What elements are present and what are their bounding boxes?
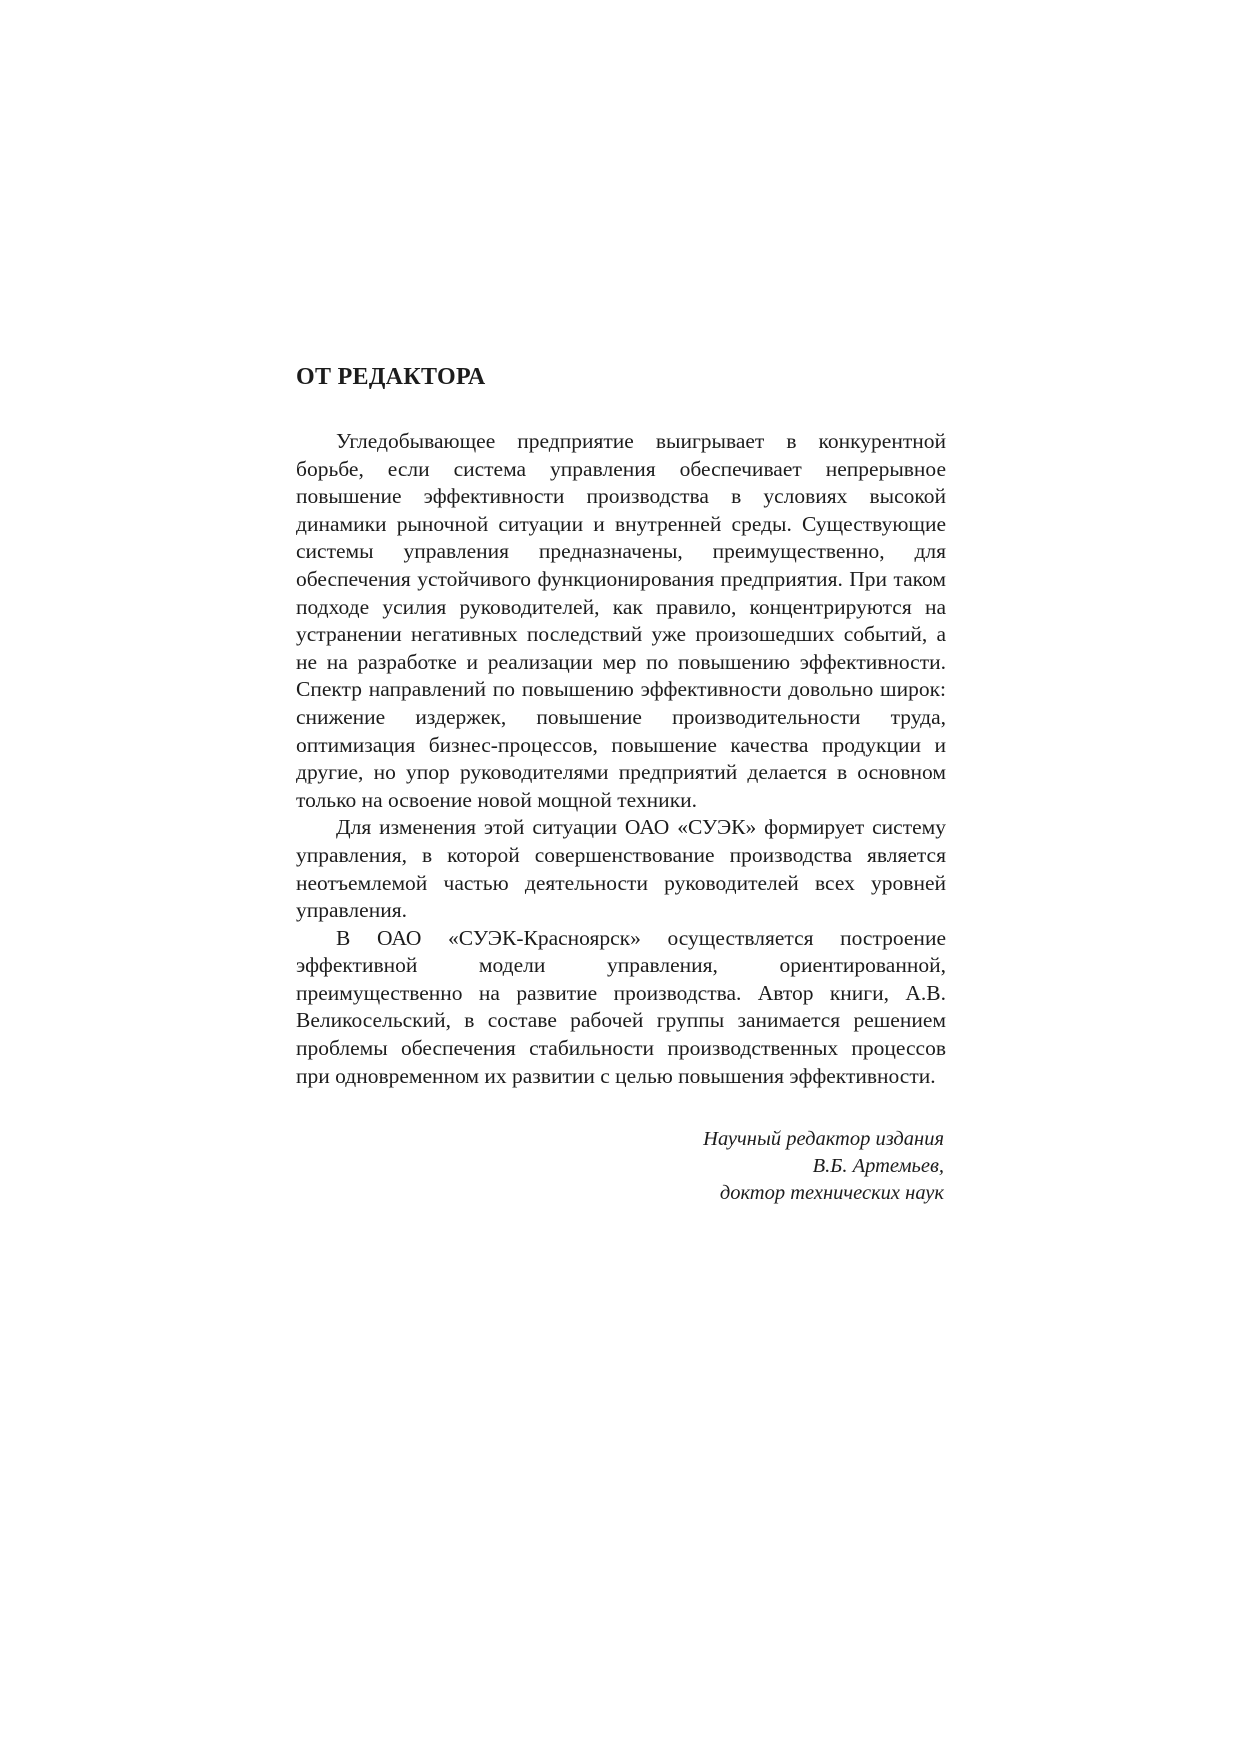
signature-role: Научный редактор издания [703,1128,944,1151]
paragraph-2: Для изменения этой ситуации ОАО «СУЭК» формирует систему управления, в которой совершенствование производства является неотъемлемой частью деятельности руководителей всех уровней управления. [296,815,946,923]
editor-foreword [296,360,946,1207]
editor-signature [296,1126,946,1207]
signature-name: В.Б. Артемьев, [812,1155,944,1178]
page-title: ОТ РЕДАКТОРА [296,364,486,390]
paragraph-3: В ОАО «СУЭК-Красноярск» осуществляется построение эффективной модели управления, ориентированной, преимущественно на развитие производства. Автор книги, А.В. Великосельский, в составе рабочей группы занимается решением проблемы обеспечения стабильности производственных процессов при одновременном их развитии с целью повышения эффективности. [296,925,946,1088]
signature-degree: доктор технических наук [719,1182,944,1205]
paragraph-1: Угледобывающее предприятие выигрывает в конкурентной борьбе, если система управления обеспечивает непрерывное повышение эффективности производства в условиях высокой динамики рыночной ситуации и внутренней среды. Существующие системы управления предназначены, преимущественно, для обеспечения устойчивого функционирования предприятия. При таком подходе усилия руководителей, как правило, концентрируются на устранении негативных последствий уже произошедших событий, а не на разработке и реализации мер по повышению эффективности. Спектр направлений по повышению эффективности довольно широк: снижение издержек, повышение производительности труда, оптимизация бизнес-процессов, повышение качества продукции и другие, но упор руководителями предприятий делается в основном только на освоение новой мощной техники. [296,429,946,812]
